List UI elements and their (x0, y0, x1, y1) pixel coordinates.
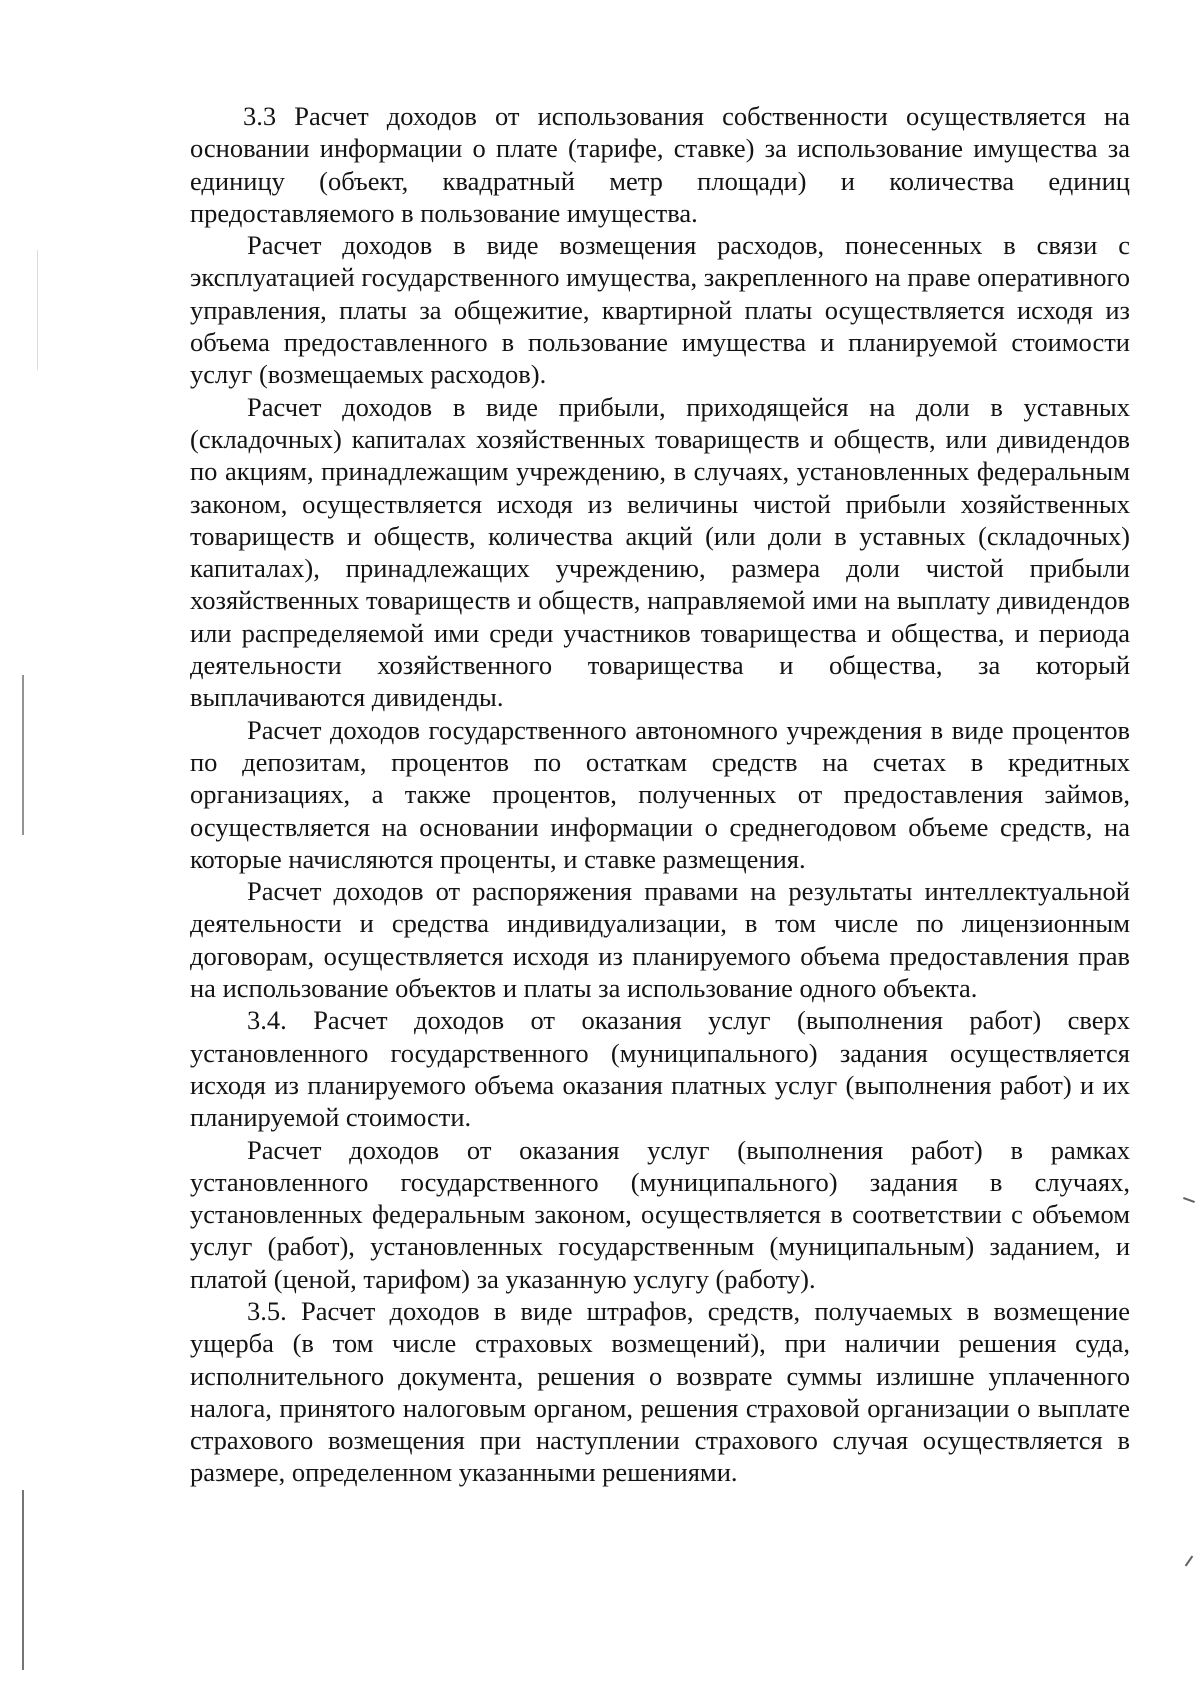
scan-artifact-mark (1185, 1556, 1194, 1567)
paragraph-3-4: 3.4. Расчет доходов от оказания услуг (выполнения работ) сверх установленного государственного (муниципального) задания осуществляется исходя из планируемого объема оказания платных услуг (выполнения работ) и их планируемой стоимости. (190, 1005, 1130, 1133)
paragraph-3-3: 3.3 Расчет доходов от использования собственности осуществляется на основании информации о плате (тарифе, ставке) за использование имущества за единицу (объект, квадратный метр площади) и количества единиц предоставляемого в пользование имущества. (190, 101, 1130, 228)
paragraph-state-assignment: Расчет доходов от оказания услуг (выполнения работ) в рамках установленного государственного (муниципального) задания в случаях, установленных федеральным законом, осуществляется в соответствии с объемом услуг (работ), установленных государственным (муниципальным) заданием, и платой (ценой, тарифом) за указанную услугу (работу). (190, 1134, 1130, 1294)
scan-artifact-line (22, 675, 24, 835)
paragraph-deposit-interest: Расчет доходов государственного автономного учреждения в виде процентов по депозитам, процентов по остаткам средств на счетах в кредитных организациях, а также процентов, полученных от предоставления займов, осуществляется на основании информации о среднегодовом объеме средств, на которые начисляются проценты, и ставке размещения. (190, 714, 1130, 874)
scan-artifact-line (22, 1490, 24, 1670)
paragraph-profit-dividends: Расчет доходов в виде прибыли, приходящейся на доли в уставных (складочных) капиталах хозяйственных товариществ и обществ, или дивидендов по акциям, принадлежащим учреждению, в случаях, установленных федеральным законом, осуществляется исходя из величины чистой прибыли хозяйственных товариществ и обществ, количества акций (или доли в уставных (складочных) капиталах), принадлежащих учреждению, размера доли чистой прибыли хозяйственных товариществ и обществ, направляемой ими на выплату дивидендов или распределяемой ими среди участников товарищества и общества, и периода деятельности хозяйственного товарищества и общества, за который выплачиваются дивиденды. (190, 391, 1130, 713)
scan-artifact-mark (1183, 1197, 1195, 1203)
paragraph-expense-reimbursement: Расчет доходов в виде возмещения расходов, понесенных в связи с эксплуатацией государственного имущества, закрепленного на праве оперативного управления, платы за общежитие, квартирной платы осуществляется исходя из объема предоставленного в пользование имущества и планируемой стоимости услуг (возмещаемых расходов). (190, 230, 1130, 390)
document-body (190, 100, 1130, 1489)
paragraph-3-5: 3.5. Расчет доходов в виде штрафов, средств, получаемых в возмещение ущерба (в том числе страховых возмещений), при наличии решения суда, исполнительного документа, решения о возврате суммы излишне уплаченного налога, принятого налоговым органом, решения страховой организации о выплате страхового возмещения при наступлении страхового случая осуществляется в размере, определенном указанными решениями. (190, 1295, 1130, 1488)
paragraph-intellectual-property: Расчет доходов от распоряжения правами на результаты интеллектуальной деятельности и средства индивидуализации, в том числе по лицензионным договорам, осуществляется исходя из планируемого объема предоставления прав на использование объектов и платы за использование одного объекта. (190, 876, 1130, 1004)
scan-artifact-line (37, 250, 38, 370)
